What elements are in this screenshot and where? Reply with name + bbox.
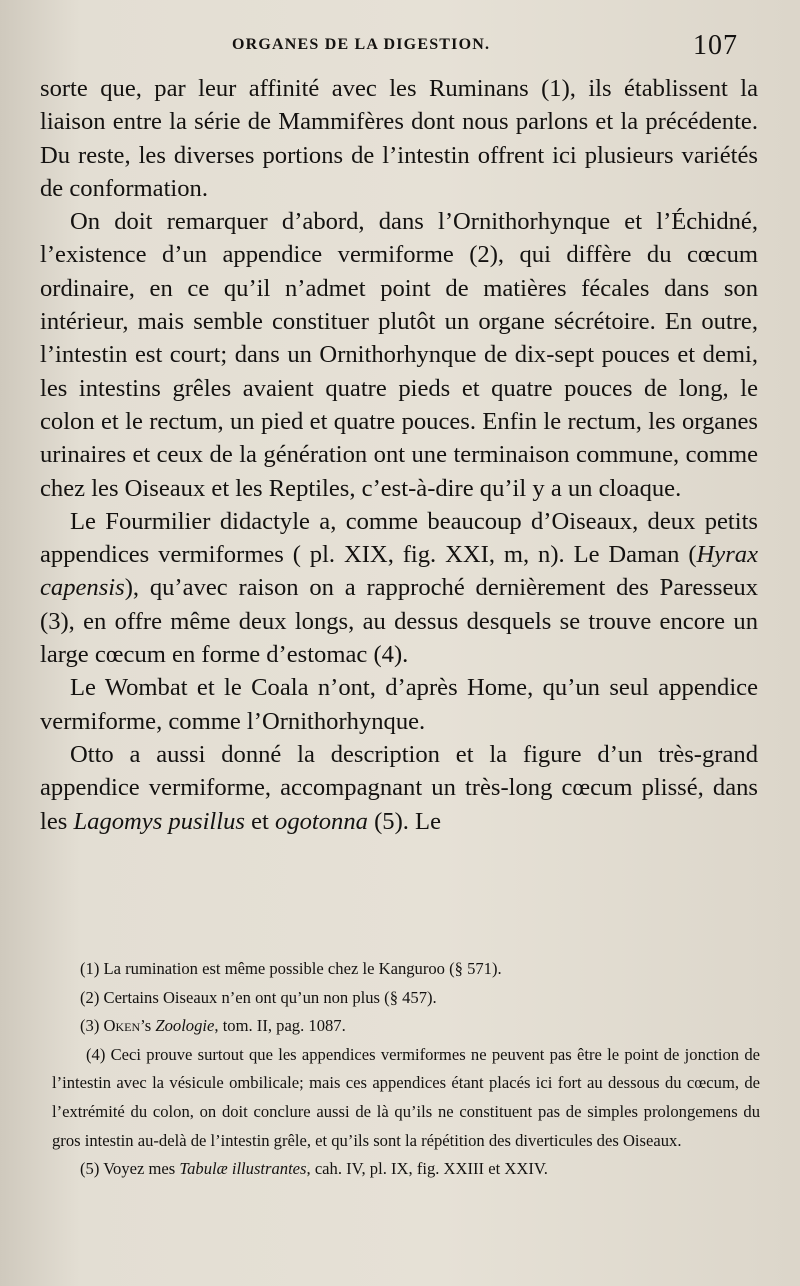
- footnote-5-text-a: (5) Voyez mes: [80, 1159, 180, 1179]
- footnotes: [52, 955, 760, 1184]
- paragraph-5-text-a: Otto a aussi donné la description et la figure d’un très-grand appendice vermiforme, accompagnant un très-long cœcum plissé, dans les: [40, 740, 758, 835]
- footnote-4: (4) Ceci prouve surtout que les appendices vermiformes ne peuvent pas être le point de jonction de l’intestin avec la vésicule ombilicale; mais ces appendices étant placés ici fort au dessous du cœcum, de l’extrémité du colon, on doit conclure aussi de là qu’ils ne constituent pas de simples prolongemens du gros intestin au-delà de l’intestin grêle, et qu’ils sont la répétition des diverticules des Oiseaux.: [52, 1044, 760, 1150]
- footnote-3-title: Zoologie: [155, 1016, 215, 1036]
- paragraph-2: On doit remarquer d’abord, dans l’Ornithorhynque et l’Échidné, l’existence d’un appendice vermiforme (2), qui diffère du cœcum ordinaire, en ce qu’il n’admet point de matières fécales dans son intérieur, mais semble constituer plutôt un organe sécrétoire. En outre, l’intestin est court; dans un Ornithorhynque de dix-sept pouces et demi, les intestins grêles avaient quatre pieds et quatre pouces de long, le colon et le rectum, un pied et quatre pouces. Enfin le rectum, les organes urinaires et ceux de la génération ont une terminaison commune, comme chez les Oiseaux et les Reptiles, c’est-à-dire qu’il y a un cloaque.: [40, 208, 758, 502]
- paragraph-3-text-b: ), qu’avec raison on a rapproché dernièrement des Paresseux (3), en offre même deux longs, au dessus desquels se trouve encore un large cœcum en forme d’estomac (4).: [40, 574, 758, 669]
- main-text: [40, 72, 758, 838]
- footnote-3-number: (3): [80, 1016, 104, 1036]
- footnote-5-title: Tabulæ illustrantes: [179, 1159, 307, 1179]
- paragraph-5-text-mid: et: [244, 807, 276, 835]
- paragraph-5: [40, 738, 758, 838]
- running-title: ORGANES DE LA DIGESTION.: [232, 36, 491, 53]
- footnote-3-reference: , tom. II, pag. 1087.: [214, 1016, 346, 1036]
- species-name-hyrax: Hyrax capensis: [40, 541, 758, 602]
- species-name-lagomys: Lagomys pusillus: [73, 807, 245, 835]
- paragraph-3-text-a: Le Fourmilier didactyle a, comme beaucoup d’Oiseaux, deux petits appendices vermiformes ( pl. XIX, fig. XXI, m, n). Le Daman (: [40, 507, 758, 569]
- footnote-3-possessive: ’s: [140, 1016, 156, 1036]
- footnote-3: [52, 1012, 760, 1041]
- page-number: 107: [693, 30, 738, 61]
- page-header: [0, 30, 800, 64]
- footnote-1: (1) La rumination est même possible chez le Kanguroo (§ 571).: [80, 959, 502, 978]
- paragraph-3: [40, 505, 758, 671]
- footnote-2: (2) Certains Oiseaux n’en ont qu’un non plus (§ 457).: [80, 987, 437, 1007]
- footnote-3-author: Oken: [103, 1016, 141, 1036]
- footnote-5-text-b: , cah. IV, pl. IX, fig. XXIII et XXIV.: [306, 1159, 548, 1179]
- paragraph-1: sorte que, par leur affinité avec les Ruminans (1), ils établissent la liaison entre la série de Mammifères dont nous parlons et la précédente. Du reste, les diverses portions de l’intestin offrent ici plusieurs variétés de conformation.: [40, 75, 758, 202]
- paragraph-5-text-b: (5). Le: [367, 807, 441, 835]
- species-name-ogotonna: ogotonna: [275, 807, 368, 835]
- paragraph-4: Le Wombat et le Coala n’ont, d’après Home, qu’un seul appendice vermiforme, comme l’Ornithorhynque.: [40, 674, 758, 735]
- footnote-5: [52, 1155, 760, 1184]
